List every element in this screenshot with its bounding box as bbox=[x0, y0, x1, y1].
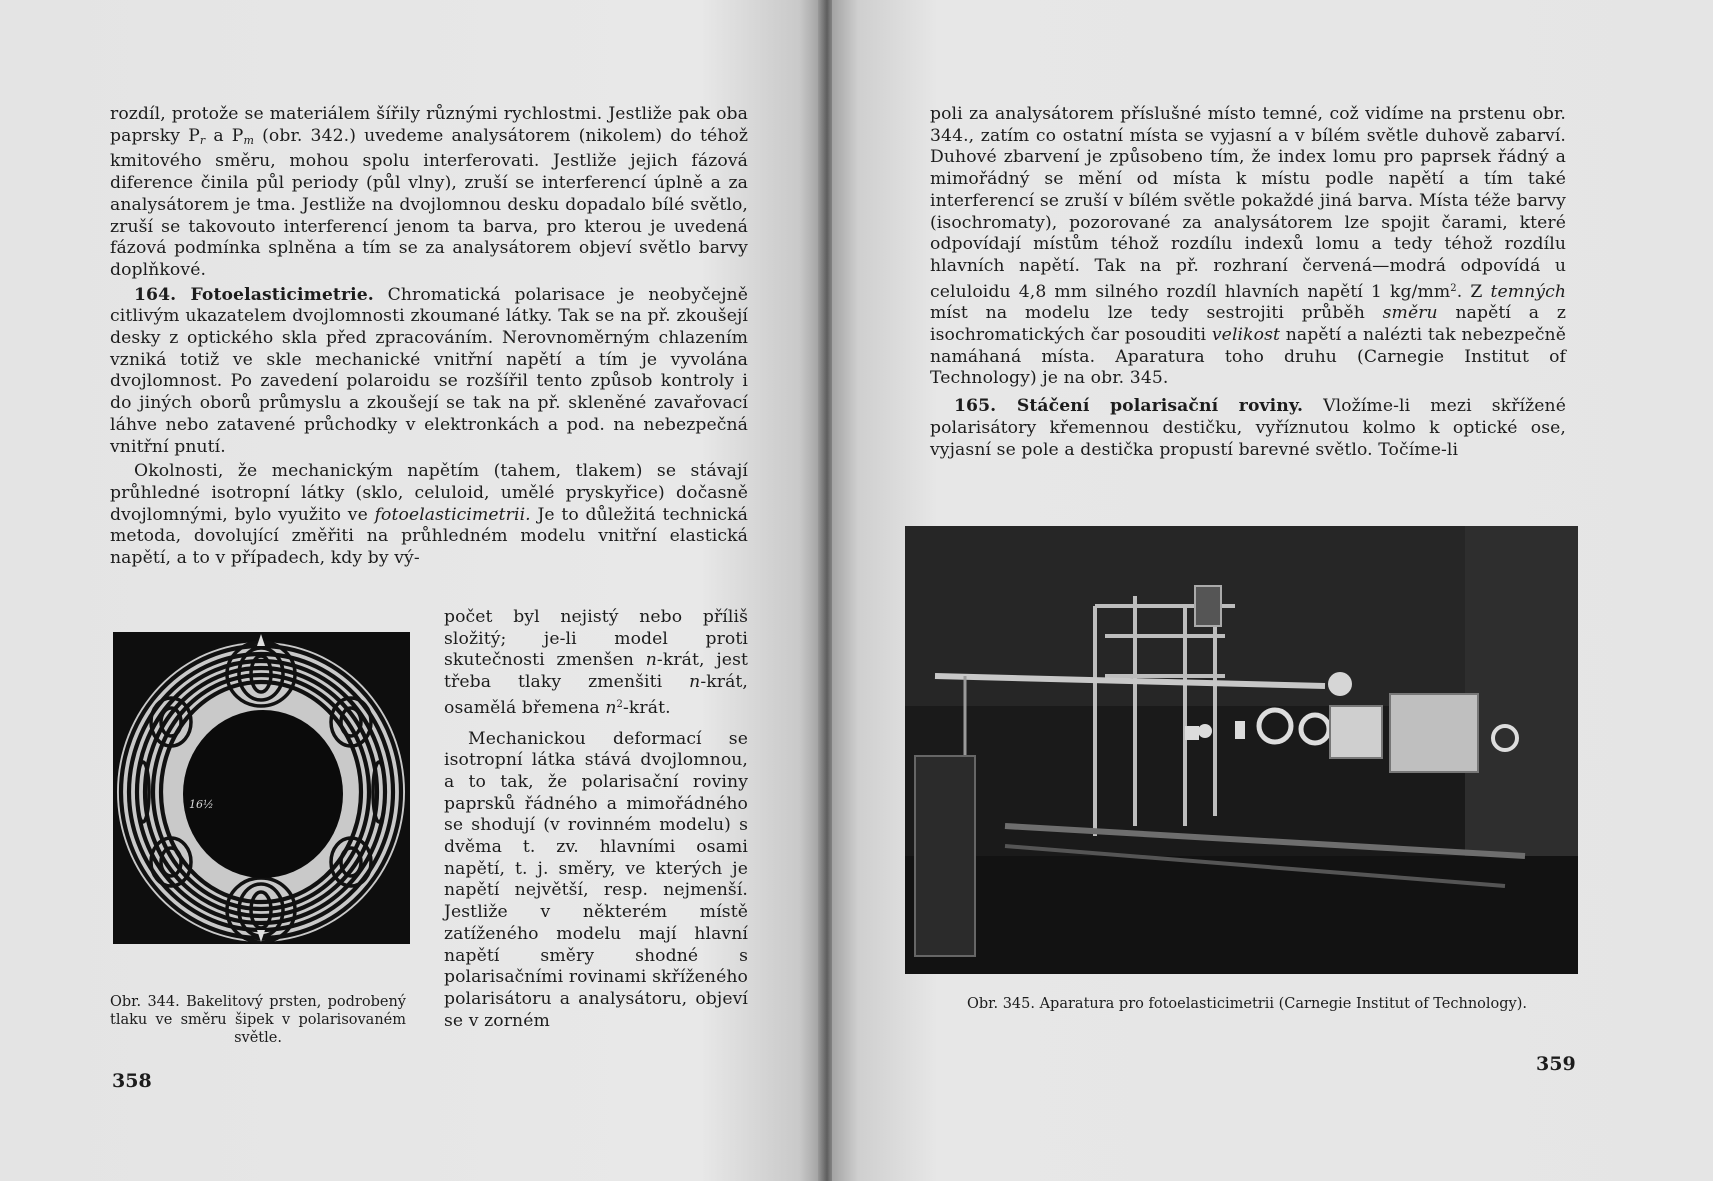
caption-344: Obr. 344. Bakelitový prsten, podrobený tlaku ve směru šipek v polarisovaném světle. bbox=[110, 994, 406, 1046]
figure-344-bakelite-ring bbox=[113, 632, 410, 944]
caption-345: Obr. 345. Aparatura pro fotoelasticimetrii (Carnegie Institut of Technology). bbox=[966, 996, 1528, 1012]
fringe-pattern-image bbox=[113, 632, 410, 944]
right-page bbox=[832, 0, 1713, 1181]
page-number-left: 358 bbox=[112, 1070, 152, 1092]
paragraph-photoelasticity: Okolnosti, že mechanickým napětím (tahem, tlakem) se stávají průhledné isotropní látky (sklo, celuloid, umělé pryskyřice) dočasně dvojlomnými, bylo využito ve fotoelasticimetrii. Je to důležitá technická metoda, dovolující změřiti na průhledném modelu vnitřní elastická napětí, a to v případech, kdy by vý- bbox=[110, 461, 748, 569]
left-column-text bbox=[444, 607, 748, 1032]
section-165: 165. Stáčení polarisační roviny. Vložíme-li mezi skřížené polarisátory křemennou destičku, vyříznutou kolmo k optické ose, vyjasní se pole a destička propustí barevné světlo. Točíme-li bbox=[930, 396, 1566, 460]
section-164-heading: 164. Fotoelasticimetrie. bbox=[134, 284, 374, 305]
left-page bbox=[0, 0, 824, 1181]
right-main-text bbox=[930, 104, 1566, 461]
page-number-right: 359 bbox=[1536, 1053, 1576, 1075]
paragraph-model-scale: počet byl nejistý nebo příliš složitý; je-li model proti skutečnosti zmenšen n-krát, jest třeba tlaky zmenšiti n-krát, osamělá břemena $n^2$-krát. bbox=[444, 607, 748, 718]
section-165-heading: 165. Stáčení polarisační roviny. bbox=[954, 396, 1304, 417]
figure-344-label: 16½ bbox=[189, 798, 214, 811]
paragraph-intro: rozdíl, protože se materiálem šířily různými rychlostmi. Jestliže pak oba paprsky $P_r$ a $P_m$ (obr. 342.) uvedeme analysátorem (nikolem) do téhož kmitového směru, mohou spolu interferovati. Jestliže jejich fázová diference činila půl periody (půl vlny), zruší se interferencí úplně a za analysátorem je tma. Jestliže na dvojlomnou desku dopadalo bílé světlo, zruší se takovouto interferencí jenom ta barva, pro kterou je uvedená fázová podmínka splněna a tím se za analysátorem objeví světlo barvy doplňkové. bbox=[110, 104, 749, 280]
left-main-text bbox=[110, 104, 748, 570]
figure-345-apparatus-photo bbox=[905, 526, 1578, 974]
apparatus-image bbox=[905, 526, 1578, 974]
section-164: 164. Fotoelasticimetrie. Chromatická polarisace je neobyčejně citlivým ukazatelem dvojlomnosti zkoumané látky. Tak se na př. zkoušejí desky z optického skla před zpracováním. Nerovnoměrným chlazením vzniká totiž ve skle mechanické vnitřní napětí a tím je vyvolána dvojlomnost. Po zavedení polaroidu se rozšířil tento způsob kontroly i do jiných oborů průmyslu a zkoušejí se tak na př. skleněné zavařovací láhve nebo zatavené průchodky v elektronkách a pod. na nebezpečná vnitřní pnutí. bbox=[110, 284, 748, 457]
paragraph-isochromats: poli za analysátorem příslušné místo temné, což vidíme na prstenu obr. 344., zatím co ostatní místa se vyjasní a v bílém světle duhově zabarví. Duhové zbarvení je způsobeno tím, že index lomu pro paprsek řádný a mimořádný se mění od místa k místu podle napětí a tím také interferencí se zruší v bílém světle pokaždé jiná barva. Místa téže barvy (isochromaty), pozorované za analysátorem lze spojit čarami, které odpovídají místům téhož rozdílu indexů lomu a tedy téhož rozdílu hlavních napětí. Tak na př. rozhraní červená—modrá odpovídá u celuloidu 4,8 mm silného rozdíl hlavních napětí 1 $kg/mm^2$. Z temných míst na modelu lze tedy sestrojiti průběh směru napětí a z isochromatických čar posouditi velikost napětí a nalézti tak nebezpečně namáhaná místa. Aparatura toho druhu (Carnegie Institut of Technology) je na obr. 345. bbox=[930, 104, 1567, 389]
paragraph-mechanical-deformation: Mechanickou deformací se isotropní látka stává dvojlomnou, a to tak, že polarisační roviny paprsků řádného a mimořádného se shodují (v rovinném modelu) s dvěma t. zv. hlavními osami napětí, t. j. směry, ve kterých je napětí největší, resp. nejmenší. Jestliže v některém místě zatíženého modelu mají hlavní napětí směry shodné s polarisačními rovinami skříženého polarisátoru a analysátoru, objeví se v zorném bbox=[444, 728, 748, 1031]
